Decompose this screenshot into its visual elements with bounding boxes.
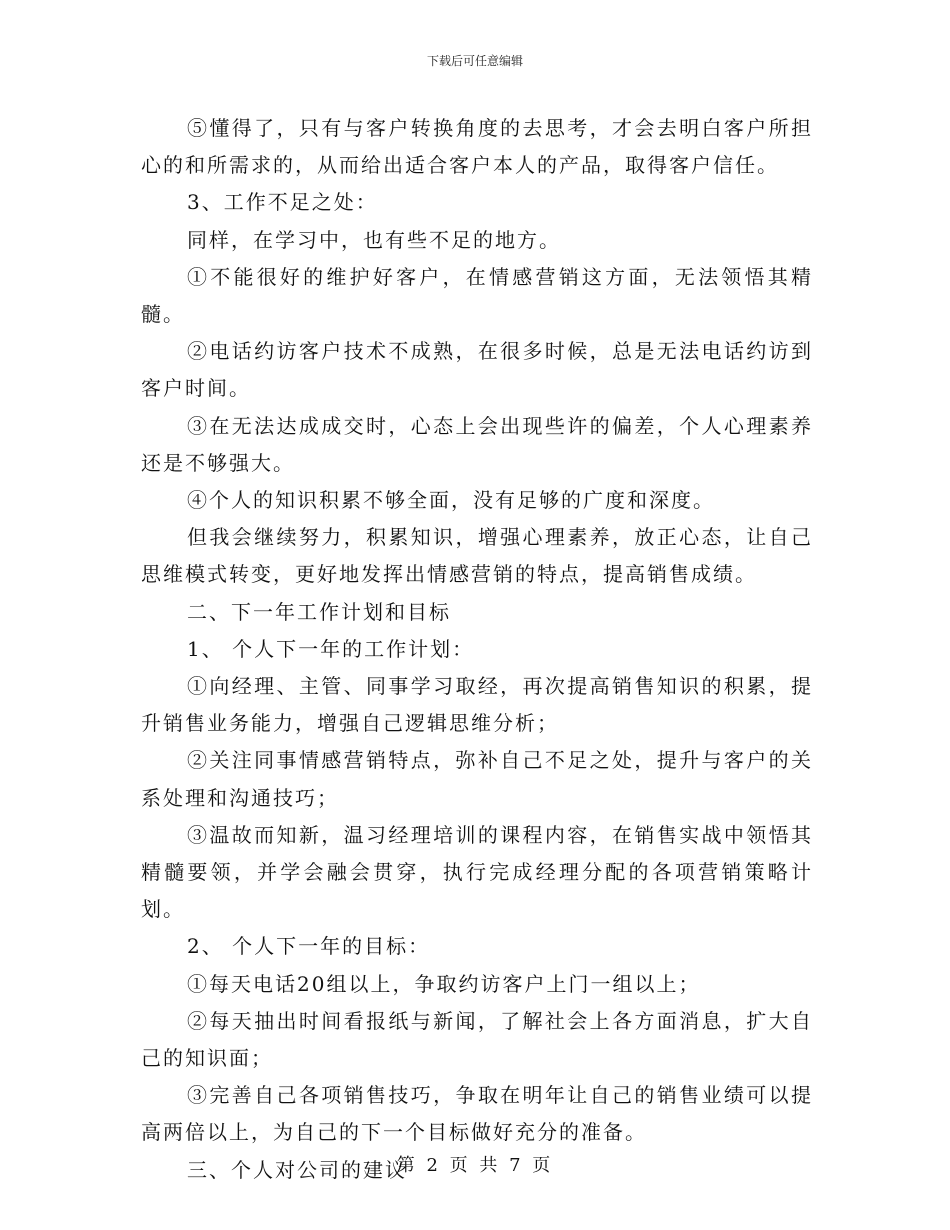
paragraph-shortcoming-2: ②电话约访客户技术不成熟，在很多时候，总是无法电话约访到客户时间。 <box>141 339 813 401</box>
section-heading-next-year: 二、下一年工作计划和目标 <box>187 599 451 624</box>
paragraph-plan-3: ③温故而知新，温习经理培训的课程内容，在销售实战中领悟其精髓要领，并学会融会贯穿，执行完成经理分配的各项营销策略计划。 <box>141 822 813 922</box>
paragraph-goal-3: ③完善自己各项销售技巧，争取在明年让自己的销售业绩可以提高两倍以上，为自己的下一个目标做好充分的准备。 <box>141 1083 813 1145</box>
subheading-goals: 2、 个人下一年的目标： <box>187 934 431 959</box>
paragraph-plan-1: ①向经理、主管、同事学习取经，再次提高销售知识的积累，提升销售业务能力，增强自己逻辑思维分析； <box>141 674 813 736</box>
paragraph-insight-5: ⑤懂得了，只有与客户转换角度的去思考，才会去明白客户所担心的和所需求的，从而给出适合客户本人的产品，取得客户信任。 <box>141 116 813 178</box>
paragraph-shortcoming-3: ③在无法达成成交时，心态上会出现些许的偏差，个人心理素养还是不够强大。 <box>141 413 813 475</box>
paragraph-goal-1: ①每天电话20组以上，争取约访客户上门一组以上； <box>187 971 701 996</box>
paragraph-goal-2: ②每天抽出时间看报纸与新闻，了解社会上各方面消息，扩大自己的知识面； <box>141 1008 813 1071</box>
paragraph-shortcoming-4: ④个人的知识积累不够全面，没有足够的广度和深度。 <box>187 488 715 513</box>
page-header: 下载后可任意编辑 <box>426 54 523 68</box>
section-heading-shortcomings: 3、工作不足之处： <box>187 190 378 215</box>
paragraph-shortcomings-intro: 同样，在学习中，也有些不足的地方。 <box>187 227 561 252</box>
section-heading-suggestions: 三、个人对公司的建议 <box>187 1157 407 1182</box>
document-body <box>141 110 813 1189</box>
paragraph-plan-2: ②关注同事情感营销特点，弥补自己不足之处，提升与客户的关系处理和沟通技巧； <box>141 748 813 810</box>
page-footer: 第 2 页 共 7 页 <box>396 1155 554 1176</box>
subheading-work-plan: 1、 个人下一年的工作计划： <box>187 636 475 661</box>
paragraph-shortcoming-1: ①不能很好的维护好客户，在情感营销这方面，无法领悟其精髓。 <box>141 264 813 327</box>
paragraph-commitment: 但我会继续努力，积累知识，增强心理素养，放正心态，让自己思维模式转变，更好地发挥出情感营销的特点，提高销售成绩。 <box>141 525 813 587</box>
